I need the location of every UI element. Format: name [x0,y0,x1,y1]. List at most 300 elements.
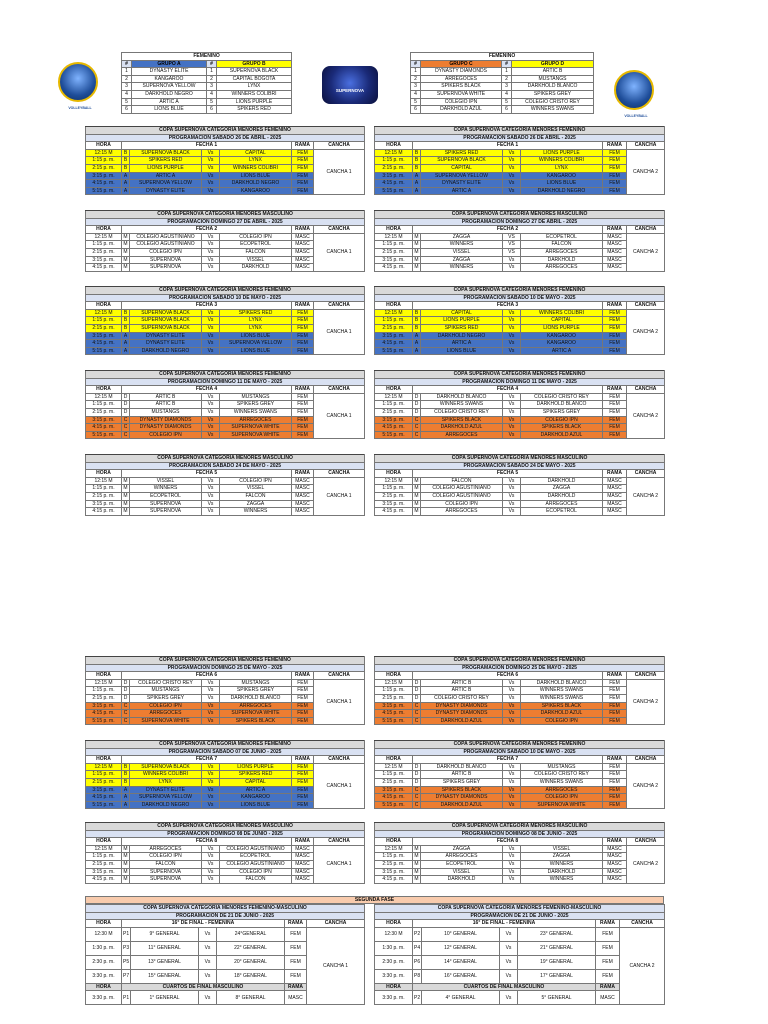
away-team: DARKHOLD NEGRO [220,180,292,188]
match-group: M [414,233,419,240]
versus: Vs [503,794,521,802]
match-time: 2:15 p. m. [375,860,413,868]
block-title: COPA SUPERNOVA CATEGORIA MENORES MASCULINO [375,455,665,463]
match-row [375,347,665,355]
court-label: CANCHA 2 [627,679,665,725]
match-time: 12:15 M [375,393,413,401]
match-group: M [123,876,128,883]
match-group: B [413,149,421,157]
match-row [375,172,665,180]
match-time: 12:15 M [86,149,122,157]
block-title-row [375,211,665,219]
match-rama: FEM [603,401,627,409]
match-time: 2:15 p. m. [375,164,413,172]
match-time: 12:15 M [375,233,413,241]
home-team: SPIKERS GREY [130,694,202,702]
match-group: D [413,408,421,416]
home-team: ZAGGA [421,256,503,264]
team-name: MUSTANGS [512,75,594,83]
versus: Vs [202,317,220,325]
home-team: DARKHOLD [421,876,503,884]
match-time: 4:15 p. m. [375,264,413,272]
block-title-row [86,127,365,135]
home-team: ARREGOCES [130,710,202,718]
home-seed: 11° GENERAL [131,941,199,955]
match-time: 3:15 p. m. [375,868,413,876]
block-subtitle-row [86,294,365,302]
match-group: A [122,180,130,188]
versus: Vs [503,164,521,172]
versus: VS [503,241,521,249]
team-name: ARTIC B [512,68,594,76]
group-d-header: GRUPO D [512,60,594,68]
away-team: LYNX [220,317,292,325]
versus: Vs [202,860,220,868]
match-time: 4:15 p. m. [375,180,413,188]
match-row [375,771,665,779]
match-time: 12:15 M [375,763,413,771]
away-team: ARREGOCES [521,500,603,508]
match-rama: FEM [603,393,627,401]
away-team: CAPITAL [521,317,603,325]
team-seed: 3 [411,83,421,91]
block-title-row [86,823,365,831]
match-row [375,431,665,439]
home-team: ZAGGA [421,845,503,853]
match-time: 1:15 p. m. [375,485,413,493]
away-seed: 21° GENERAL [518,941,596,955]
block-subtitle-row [86,378,365,386]
group-c-header: GRUPO C [421,60,502,68]
match-time: 4:15 p. m. [86,710,122,718]
match-time: 12:30 M [375,927,413,941]
schedule-block [374,286,665,355]
match-time: 4:15 p. m. [86,876,122,884]
match-time: 4:15 p. m. [86,794,122,802]
match-group: C [413,710,421,718]
block-title: COPA SUPERNOVA CATEGORIA MENORES FEMENINO [375,287,665,295]
versus: Vs [202,324,220,332]
match-group: M [414,500,419,507]
versus: Vs [503,347,521,355]
match-code: P2 [413,927,422,941]
match-rama: FEM [292,347,314,355]
team-seed: 1 [411,68,421,76]
match-row [375,786,665,794]
col-fecha: FECHA 5 [413,470,603,478]
match-time: 4:15 p. m. [375,710,413,718]
court-label: CANCHA 1 [314,845,365,883]
home-team: ARTIC A [421,340,503,348]
match-group: B [413,324,421,332]
home-team: SUPERNOVA [130,508,202,516]
match-row [375,492,665,500]
match-rama: MASC [292,256,314,264]
away-team: FALCON [220,248,292,256]
away-team: ARREGOCES [521,248,603,256]
match-group: M [123,248,128,255]
match-group: B [122,149,130,157]
home-team: COLEGIO CRISTO REY [421,694,503,702]
match-time: 1:15 p. m. [375,687,413,695]
home-team: ARTIC B [130,393,202,401]
col-cancha: CANCHA [314,226,365,234]
block-subtitle-row [86,830,365,838]
home-team: SUPERNOVA WHITE [130,717,202,725]
team-seed: 2 [502,75,512,83]
versus: Vs [503,687,521,695]
col-hora: HORA [375,983,413,991]
team-seed: 6 [207,106,217,114]
block-date: PROGRAMACIÓN DOMINGO 08 DE JUNIO - 2025 [86,830,365,838]
match-time: 4:15 p. m. [375,508,413,516]
match-rama: FEM [603,324,627,332]
home-team: DYNASTY DIAMONDS [421,702,503,710]
schedule-block [374,822,665,884]
col-rama: RAMA [292,756,314,764]
match-group: M [414,845,419,852]
away-team: LIONS BLUE [521,180,603,188]
col-cancha: CANCHA [627,756,665,764]
away-team: SUPERNOVA YELLOW [220,340,292,348]
match-rama: MASC [603,876,627,884]
away-seed: 19° GENERAL [518,955,596,969]
versus: Vs [202,164,220,172]
home-team: SPIKERS RED [130,157,202,165]
block-subtitle-row [86,134,365,142]
col-cancha: CANCHA [627,142,665,150]
match-time: 2:30 p. m. [86,955,122,969]
versus: Vs [202,332,220,340]
match-time: 12:15 M [86,309,122,317]
team-seed: 1 [122,68,132,76]
col-cancha: CANCHA [314,142,365,150]
team-row [122,83,292,91]
match-code: P1 [122,991,131,1005]
team-row [122,106,292,114]
match-time: 12:15 M [86,477,122,485]
match-time: 3:15 p. m. [375,256,413,264]
match-group: C [122,702,130,710]
team-name: COLEGIO CRISTO REY [512,98,594,106]
block-title-row [86,211,365,219]
match-time: 5:15 p. m. [86,717,122,725]
match-rama: MASC [603,508,627,516]
col-rama: RAMA [603,386,627,394]
block-subtitle-row [375,134,665,142]
match-rama: FEM [292,771,314,779]
away-team: VISSEL [521,845,603,853]
team-name: SPIKERS GREY [512,90,594,98]
match-time: 1:15 p. m. [375,317,413,325]
versus: Vs [202,702,220,710]
match-rama: FEM [596,955,620,969]
match-group: M [123,868,128,875]
match-time: 12:15 M [375,149,413,157]
away-team: SPIKERS BLACK [521,424,603,432]
match-group: B [122,164,130,172]
column-header-row [375,302,665,310]
groups-cd-caption: FEMENINO [411,53,594,61]
home-seed: 4° GENERAL [422,991,500,1005]
team-seed: 1 [502,68,512,76]
home-seed: 9° GENERAL [131,927,199,941]
versus: Vs [503,157,521,165]
away-team: LIONS BLUE [220,332,292,340]
col-rama: RAMA [292,226,314,234]
away-team: FALCON [521,241,603,249]
home-team: DYNASTY DIAMONDS [421,710,503,718]
match-rama: FEM [603,149,627,157]
match-group: M [414,876,419,883]
match-time: 2:15 p. m. [375,492,413,500]
match-rama: MASC [603,868,627,876]
match-group: M [123,233,128,240]
col-cancha: CANCHA [627,386,665,394]
match-group: B [122,324,130,332]
versus: Vs [202,340,220,348]
versus: Vs [202,393,220,401]
col-cancha: CANCHA [627,302,665,310]
match-time: 2:15 p. m. [86,694,122,702]
versus: Vs [199,927,217,941]
schedule-block [374,454,665,516]
versus: Vs [503,876,521,884]
home-team: DARKHOLD BLANCO [421,393,503,401]
home-team: ARTIC B [421,679,503,687]
column-header-row [86,142,365,150]
versus: Vs [202,786,220,794]
home-team: DARKHOLD AZUL [421,801,503,809]
team-row [411,98,594,106]
versus: Vs [503,256,521,264]
match-row [375,324,665,332]
block-subtitle-row [86,748,365,756]
col-rama: RAMA [292,302,314,310]
match-rama: MASC [603,853,627,861]
schedule-block [85,740,365,809]
col-rama: RAMA [596,920,620,928]
col-cancha: CANCHA [627,838,665,846]
home-team: COLEGIO IPN [130,248,202,256]
match-time: 2:15 p. m. [86,164,122,172]
home-team: FALCON [130,860,202,868]
match-rama: FEM [603,157,627,165]
match-group: M [414,492,419,499]
match-time: 1:30 p. m. [375,941,413,955]
match-group: A [122,332,130,340]
away-team: DARKHOLD AZUL [521,710,603,718]
col-hora: HORA [86,302,122,310]
match-row [86,233,365,241]
col-fecha: FECHA 2 [413,226,603,234]
team-name: WINNERS SWANS [512,106,594,114]
home-team: DYNASTY ELITE [130,332,202,340]
match-time: 2:15 p. m. [86,860,122,868]
col-round: 16° DE FINAL - FEMENINA [122,920,285,928]
match-rama: FEM [603,710,627,718]
match-rama: FEM [292,408,314,416]
match-group: A [122,340,130,348]
home-team: COLEGIO CRISTO REY [130,679,202,687]
block-title-row [86,657,365,665]
match-time: 12:30 M [86,927,122,941]
match-group: D [413,687,421,695]
match-rama: FEM [603,424,627,432]
match-group: D [122,408,130,416]
match-row [375,710,665,718]
versus: Vs [202,763,220,771]
match-rama: MASC [603,477,627,485]
home-team: DARKHOLD AZUL [421,424,503,432]
block-title-row [375,657,665,665]
away-team: DARKHOLD [220,264,292,272]
groups-cd-table [410,52,594,114]
match-group: D [413,778,421,786]
col-rama: RAMA [603,470,627,478]
column-header-row [86,672,365,680]
home-team: SUPERNOVA [130,876,202,884]
match-rama: MASC [603,485,627,493]
versus: Vs [503,264,521,272]
match-time: 3:15 p. m. [86,702,122,710]
team-name: LIONS BLUE [132,106,207,114]
block-title: COPA SUPERNOVA CATEGORIA MENORES FEMENINO [86,127,365,135]
versus: VS [503,248,521,256]
home-team: CAPITAL [421,309,503,317]
team-seed: 2 [207,75,217,83]
block-subtitle-row [86,218,365,226]
court-label: CANCHA 1 [314,149,365,195]
match-group: B [413,309,421,317]
versus: Vs [500,955,518,969]
versus: Vs [202,794,220,802]
match-time: 5:15 p. m. [86,431,122,439]
match-group: A [122,801,130,809]
team-name: DARKHOLD NEGRO [132,90,207,98]
match-group: C [122,710,130,718]
home-team: ARTIC B [421,687,503,695]
match-time: 3:15 p. m. [86,332,122,340]
col-rama: RAMA [603,756,627,764]
away-team: LIONS BLUE [220,347,292,355]
match-row [375,393,665,401]
match-group: D [413,763,421,771]
team-name: KANGAROO [132,75,207,83]
col-cancha: CANCHA [314,386,365,394]
match-time: 4:15 p. m. [86,424,122,432]
match-time: 4:15 p. m. [375,340,413,348]
match-rama: MASC [292,876,314,884]
match-rama: FEM [603,786,627,794]
team-seed: 6 [411,106,421,114]
versus: Vs [503,786,521,794]
col-cancha: CANCHA [314,838,365,846]
match-rama: FEM [603,317,627,325]
home-team: MUSTANGS [130,687,202,695]
match-time: 2:15 p. m. [86,408,122,416]
match-group: M [123,256,128,263]
away-team: SPIKERS GREY [220,687,292,695]
match-group: A [122,794,130,802]
block-title-row [86,371,365,379]
match-rama: FEM [603,408,627,416]
home-team: VISSEL [421,248,503,256]
match-rama: FEM [596,941,620,955]
col-hora: HORA [375,386,413,394]
match-rama: FEM [292,717,314,725]
match-rama: FEM [603,309,627,317]
match-row [375,248,665,256]
court-label: CANCHA 1 [314,679,365,725]
team-name: SUPERNOVA WHITE [421,90,502,98]
block-title-row [375,371,665,379]
home-team: SUPERNOVA YELLOW [130,794,202,802]
supernova-logo-text: SUPERNOVA [335,88,365,93]
block-title-row [375,455,665,463]
match-time: 3:30 p. m. [86,991,122,1005]
block-date: PROGRAMACIÓN SÁBADO 10 DE MAYO - 2025 [375,294,665,302]
team-name: CAPITAL BOGOTA [217,75,292,83]
away-team: WINNERS SWANS [521,778,603,786]
block-date: PROGRAMACIÓN DOMINGO 11 DE MAYO - 2025 [86,378,365,386]
col-rama: RAMA [292,142,314,150]
versus: Vs [202,853,220,861]
match-group: M [123,845,128,852]
away-team: CAPITAL [220,778,292,786]
col-cancha: CANCHA [314,756,365,764]
team-name: SPIKERS RED [217,106,292,114]
match-row [375,845,665,853]
match-group: M [123,477,128,484]
away-team: COLEGIO IPN [521,416,603,424]
match-rama: MASC [292,264,314,272]
team-name: DARKHOLD BLANCO [512,83,594,91]
match-code: P4 [413,941,422,955]
team-row [411,68,594,76]
match-time: 12:15 M [375,477,413,485]
team-seed: 3 [122,83,132,91]
match-group: B [122,771,130,779]
match-rama: FEM [285,941,307,955]
team-seed: 6 [122,106,132,114]
team-row [411,75,594,83]
match-group: M [414,264,419,271]
match-row [375,408,665,416]
versus: Vs [503,187,521,195]
match-group: A [413,332,421,340]
block-date: PROGRAMACIÓN DOMINGO 08 DE JUNIO - 2025 [375,830,665,838]
versus: Vs [500,991,518,1005]
column-header-row [375,142,665,150]
versus: Vs [503,416,521,424]
versus: Vs [202,233,220,241]
court-label: CANCHA 1 [314,309,365,355]
home-team: SUPERNOVA YELLOW [130,180,202,188]
block-title: COPA SUPERNOVA CATEGORIA MENORES FEMENINO [86,741,365,749]
column-header-row [86,386,365,394]
match-group: M [414,241,419,248]
home-seed: 1° GENERAL [131,991,199,1005]
match-rama: MASC [603,264,627,272]
away-team: WINNERS SWANS [521,694,603,702]
versus: Vs [500,969,518,983]
col-hora: HORA [375,226,413,234]
match-group: A [122,172,130,180]
block-title: COPA SUPERNOVA CATEGORIA MENORES FEMENINO [375,657,665,665]
match-time: 2:15 p. m. [375,778,413,786]
away-team: ECOPETROL [220,241,292,249]
